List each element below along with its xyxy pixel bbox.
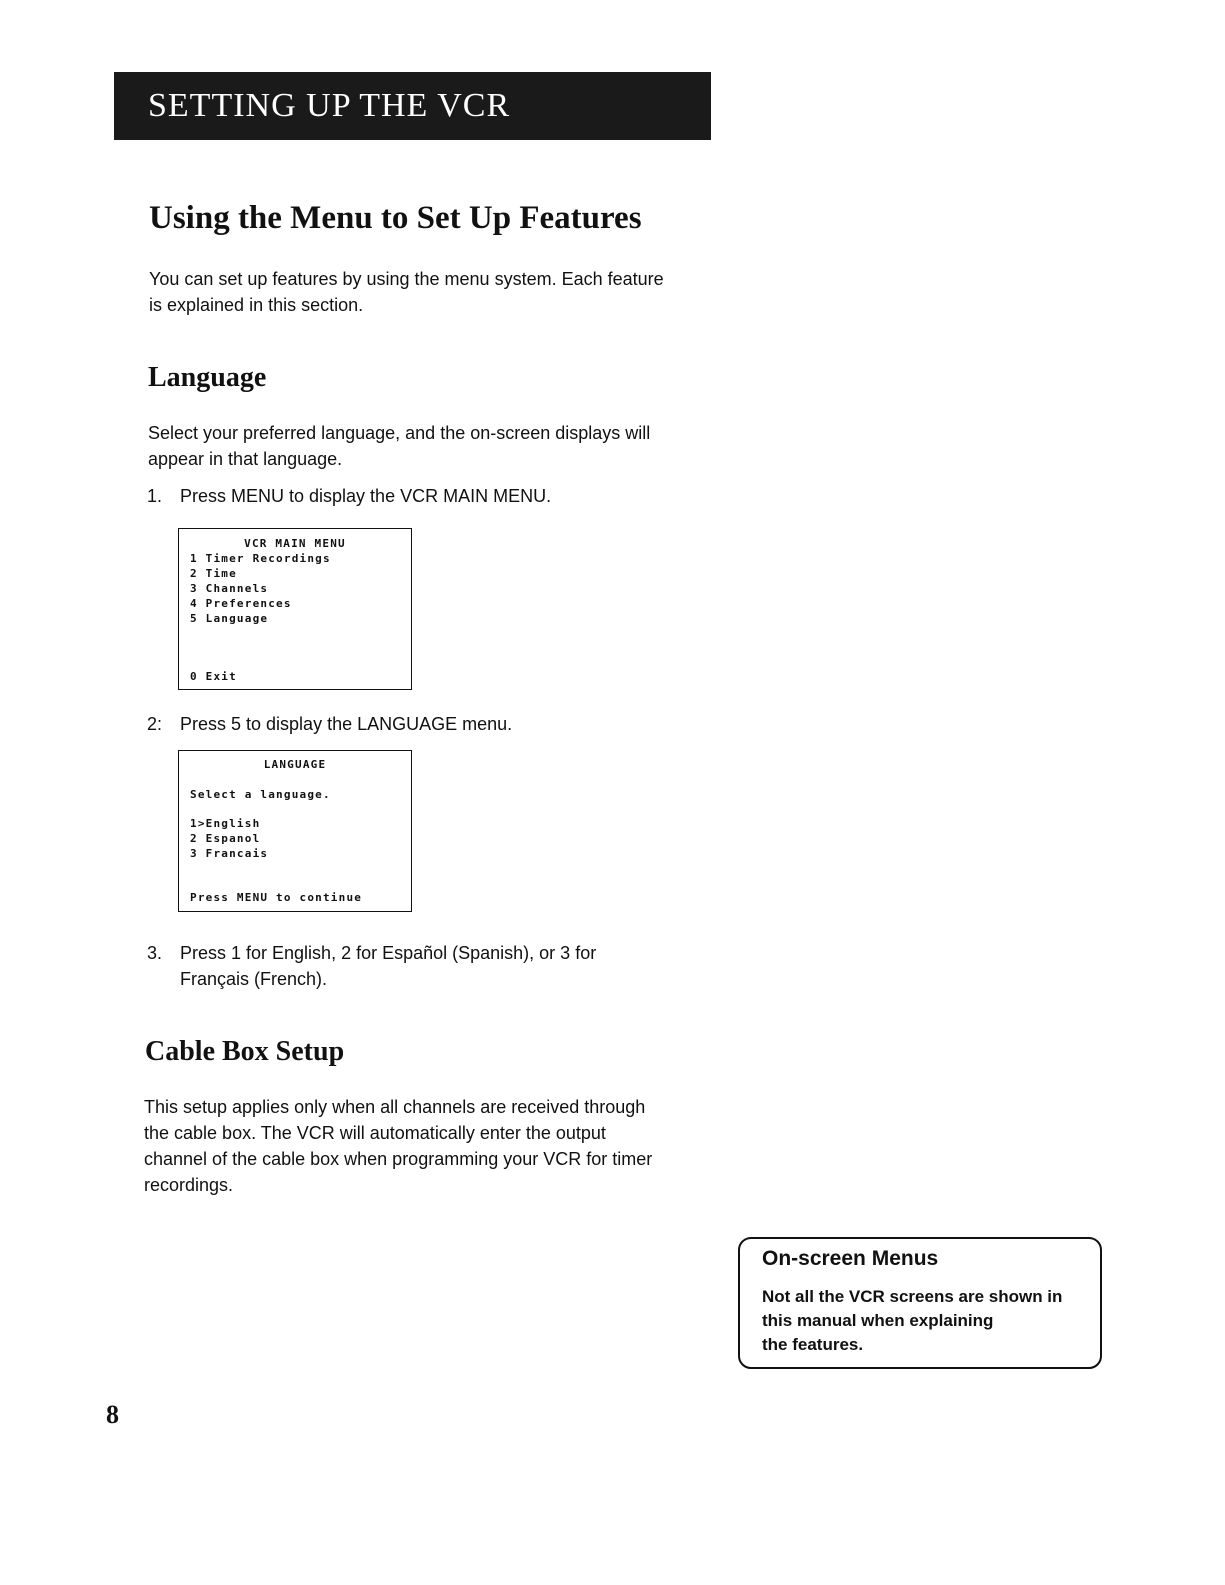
language-screen-footer: Press MENU to continue [190, 891, 363, 904]
language-option: 2 Espanol [190, 832, 261, 845]
language-intro-paragraph [148, 420, 650, 472]
main-menu-item: 5 Language [190, 612, 269, 625]
cable-line-2: the cable box. The VCR will automatically enter the output [144, 1123, 606, 1143]
sidebar-line-2: this manual when explaining [762, 1311, 994, 1330]
sidebar-line-3: the features. [762, 1335, 864, 1354]
cable-line-4: recordings. [144, 1175, 234, 1195]
chapter-banner: SETTING UP THE VCR [114, 72, 711, 140]
step-1-number: 1. [147, 486, 163, 506]
section-title-menu: Using the Menu to Set Up Features [149, 200, 642, 236]
step-3 [147, 940, 707, 992]
step-3-number: 3. [147, 943, 163, 963]
cable-line-3: channel of the cable box when programming your VCR for timer [144, 1149, 653, 1169]
step-3-text-line-2: Français (French). [180, 969, 328, 989]
language-screen-prompt: Select a language. [190, 788, 331, 801]
sidebar-body [762, 1285, 1087, 1357]
language-intro-line-2: appear in that language. [148, 449, 343, 469]
sidebar-line-1: Not all the VCR screens are shown in [762, 1287, 1063, 1306]
page-number: 8 [106, 1400, 119, 1429]
language-option: 3 Francais [190, 847, 269, 860]
section-title-cable-box: Cable Box Setup [145, 1036, 345, 1067]
step-2-text: Press 5 to display the LANGUAGE menu. [180, 714, 513, 734]
main-menu-item: 4 Preferences [190, 597, 292, 610]
main-menu-title: VCR MAIN MENU [244, 537, 346, 550]
sidebar-title: On-screen Menus [762, 1247, 939, 1270]
main-menu-item: 2 Time [190, 567, 237, 580]
step-1-text: Press MENU to display the VCR MAIN MENU. [180, 486, 552, 506]
cable-box-paragraph [144, 1094, 652, 1198]
main-menu-screen [178, 528, 412, 690]
menu-intro-paragraph [149, 266, 664, 318]
sidebar-note [738, 1237, 1102, 1369]
menu-intro-line-2: is explained in this section. [149, 295, 364, 315]
main-menu-exit: 0 Exit [190, 670, 237, 683]
main-menu-item: 1 Timer Recordings [190, 552, 331, 565]
language-intro-line-1: Select your preferred language, and the on-screen displays will [148, 423, 651, 443]
step-2-number: 2: [147, 714, 163, 734]
menu-intro-line-1: You can set up features by using the menu system. Each feature [149, 269, 664, 289]
cable-line-1: This setup applies only when all channels are received through [144, 1097, 646, 1117]
language-screen-title: LANGUAGE [263, 758, 327, 771]
language-option: 1>English [190, 817, 261, 830]
section-title-language: Language [148, 362, 267, 393]
main-menu-item: 3 Channels [190, 582, 269, 595]
language-screen [178, 750, 412, 912]
step-3-text-line-1: Press 1 for English, 2 for Español (Spanish), or 3 for [180, 943, 597, 963]
